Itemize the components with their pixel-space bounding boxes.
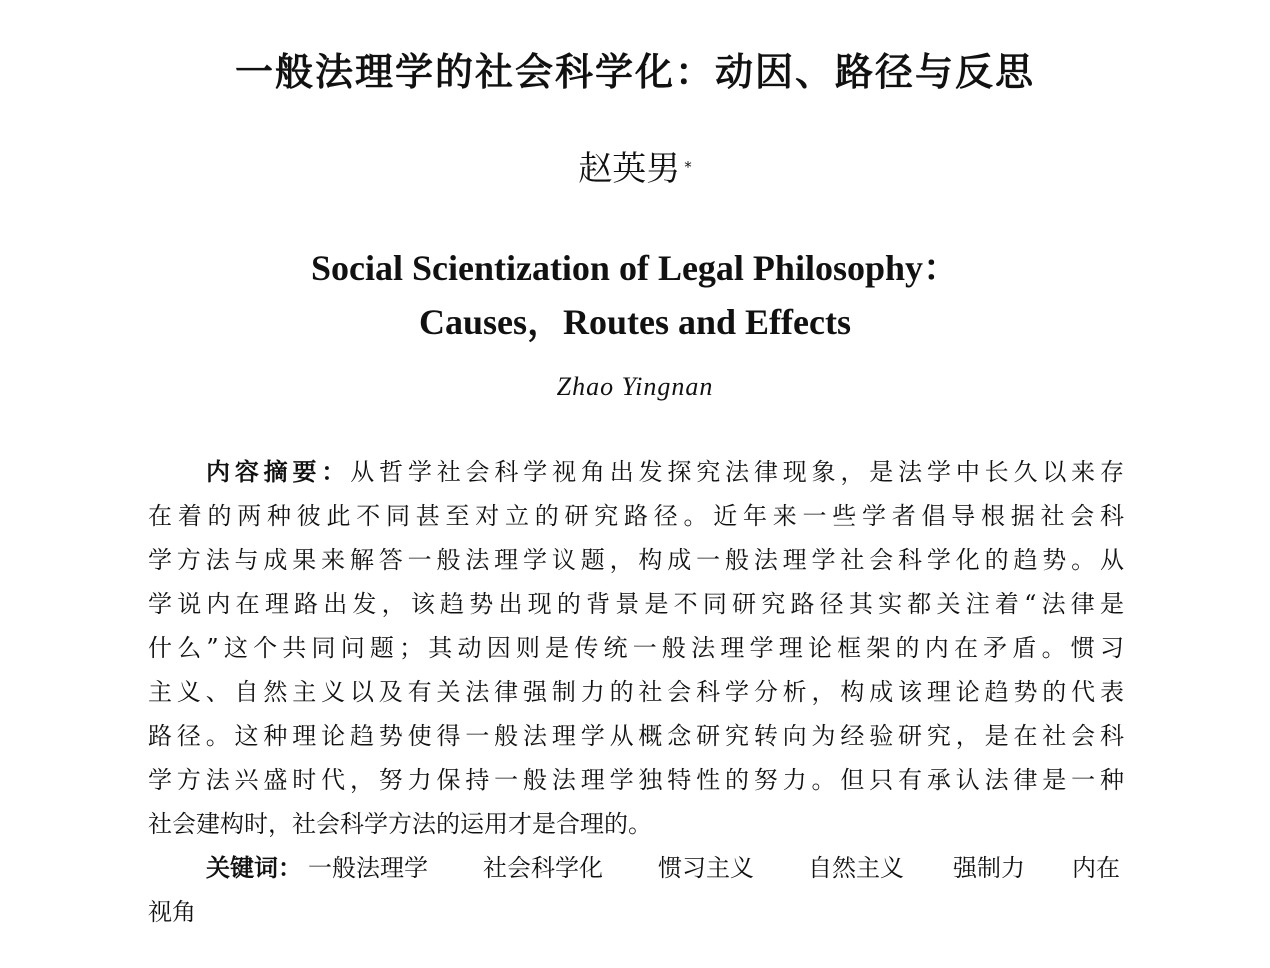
keywords-line	[148, 890, 1124, 934]
author-footnote-mark: *	[684, 158, 692, 176]
keyword: 一般法理学	[308, 854, 428, 882]
abstract-line: 在着的两种彼此不同甚至对立的研究路径。近年来一些学者倡导根据社会科	[148, 502, 1124, 530]
abstract-line: 学方法与成果来解答一般法理学议题，构成一般法理学社会科学化的趋势。从	[148, 546, 1124, 574]
keyword: 社会科学化	[483, 854, 603, 882]
abstract-line: 社会建构时，社会科学方法的运用才是合理的。	[148, 810, 652, 838]
keywords-label: 关键词：	[206, 854, 302, 882]
abstract-label: 内容摘要：	[206, 458, 351, 486]
abstract-line: 主义、自然主义以及有关法律强制力的社会科学分析，构成该理论趋势的代表	[148, 678, 1124, 706]
english-title-line-1: Social Scientization of Legal Philosophy：	[310, 248, 960, 288]
abstract-text: 从哲学社会科学视角出发探究法律现象，是法学中长久以来存	[350, 458, 1125, 486]
chinese-author	[0, 144, 1270, 194]
keyword: 惯习主义	[658, 854, 754, 882]
english-title-line-2: Causes，Routes and Effects	[419, 302, 851, 342]
keyword: 强制力	[953, 854, 1025, 882]
english-author: Zhao Yingnan	[556, 372, 714, 401]
keyword-continuation: 视角	[148, 898, 196, 926]
abstract-line	[206, 450, 1124, 494]
keyword: 自然主义	[808, 854, 904, 882]
abstract-line: 学方法兴盛时代，努力保持一般法理学独特性的努力。但只有承认法律是一种	[148, 766, 1124, 794]
chinese-author-name: 赵英男	[578, 149, 681, 189]
keywords-line	[148, 846, 1124, 890]
keywords-section	[148, 846, 1124, 934]
abstract-line: 学说内在理路出发，该趋势出现的背景是不同研究路径其实都关注着“法律是	[148, 590, 1124, 618]
keyword: 内在	[1072, 854, 1120, 882]
abstract-section	[148, 450, 1124, 850]
abstract-line: 路径。这种理论趋势使得一般法理学从概念研究转向为经验研究，是在社会科	[148, 722, 1124, 750]
chinese-title: 一般法理学的社会科学化：动因、路径与反思	[234, 50, 1035, 94]
abstract-line: 什么”这个共同问题；其动因则是传统一般法理学理论框架的内在矛盾。惯习	[148, 634, 1124, 662]
